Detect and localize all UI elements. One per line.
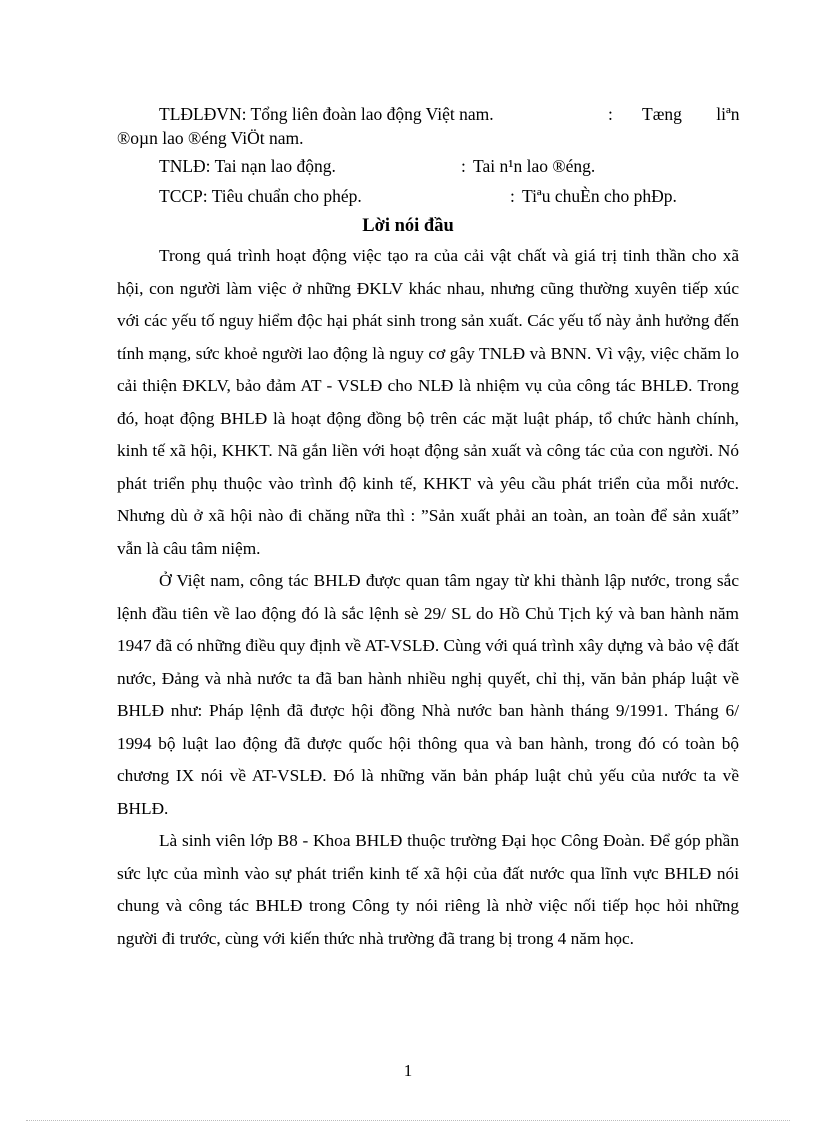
body-text (117, 240, 739, 955)
paragraph: Ở Việt nam, công tác BHLĐ được quan tâm ngay từ khi thành lập nước, trong sắc lệnh đầu tiên về lao động đó là sắc lệnh sè 29/ SL do Hồ Chủ Tịch ký và ban hành năm 1947 đã có những điều quy định về AT-VSLĐ. Cùng với quá trình xây dựng và bảo vệ đất nước, Đảng và nhà nước ta đã ban hành nhiều nghị quyết, chỉ thị, văn bản pháp luật về BHLĐ như: Pháp lệnh đã được hội đồng Nhà nước ban hành tháng 9/1991. Tháng 6/ 1994 bộ luật lao động đã được quốc hội thông qua và ban hành, trong đó có toàn bộ chương IX nói về AT-VSLĐ. Đó là những văn bản pháp luật chủ yếu của nước ta về BHLĐ. (117, 571, 739, 818)
legacy-font-text-continuation: ®oµn lao ®éng ViÖt nam. (117, 128, 304, 148)
abbreviation-colon: : (510, 186, 515, 206)
legacy-font-text: Tiªu chuÈn cho phÐp. (522, 186, 677, 206)
legacy-font-text: Tæng liªn (642, 104, 740, 124)
abbreviation-colon: : (461, 156, 466, 176)
section-heading: Lời nói đầu (362, 216, 454, 236)
page-number: 1 (403, 1061, 413, 1080)
page-bottom-divider (26, 1120, 790, 1121)
abbreviation-colon: : (608, 104, 613, 124)
paragraph: Là sinh viên lớp B8 - Khoa BHLĐ thuộc trường Đại học Công Đoàn. Để góp phần sức lực của mình vào sự phát triển kinh tế xã hội của đất nước qua lĩnh vực BHLĐ nói chung và công tác BHLĐ trong Công ty nói riêng là nhờ việc nối tiếp học hỏi những người đi trước, cùng với kiến thức nhà trường đã trang bị trong 4 năm học. (117, 831, 739, 948)
abbreviation-text: TNLĐ: Tai nạn lao động. (159, 156, 336, 176)
legacy-font-text: Tai n¹n lao ®éng. (473, 156, 596, 176)
paragraph: Trong quá trình hoạt động việc tạo ra của cải vật chất và giá trị tinh thần cho xã hội, con người làm việc ở những ĐKLV khác nhau, nhưng cũng thường xuyên tiếp xúc với các yếu tố nguy hiểm độc hại phát sinh trong sản xuất. Các yếu tố này ảnh hưởng đến tính mạng, sức khoẻ người lao động là nguy cơ gây TNLĐ và BNN. Vì vậy, việc chăm lo cải thiện ĐKLV, bảo đảm AT - VSLĐ cho NLĐ là nhiệm vụ của công tác BHLĐ. Trong đó, hoạt động BHLĐ là hoạt động đồng bộ trên các mặt luật pháp, tổ chức hành chính, kinh tế xã hội, KHKT. Nã gắn liền với hoạt động sản xuất và công tác của con người. Nó phát triển phụ thuộc vào trình độ kinh tế, KHKT và yêu cầu phát triển của mỗi nước. Nhưng dù ở xã hội nào đi chăng nữa thì : ”Sản xuất phải an toàn, an toàn để sản xuất” vẫn là câu tâm niệm. (117, 246, 739, 558)
abbreviation-text: TLĐLĐVN: Tổng liên đoàn lao động Việt nam. (159, 104, 494, 124)
abbreviation-text: TCCP: Tiêu chuẩn cho phép. (159, 186, 362, 206)
